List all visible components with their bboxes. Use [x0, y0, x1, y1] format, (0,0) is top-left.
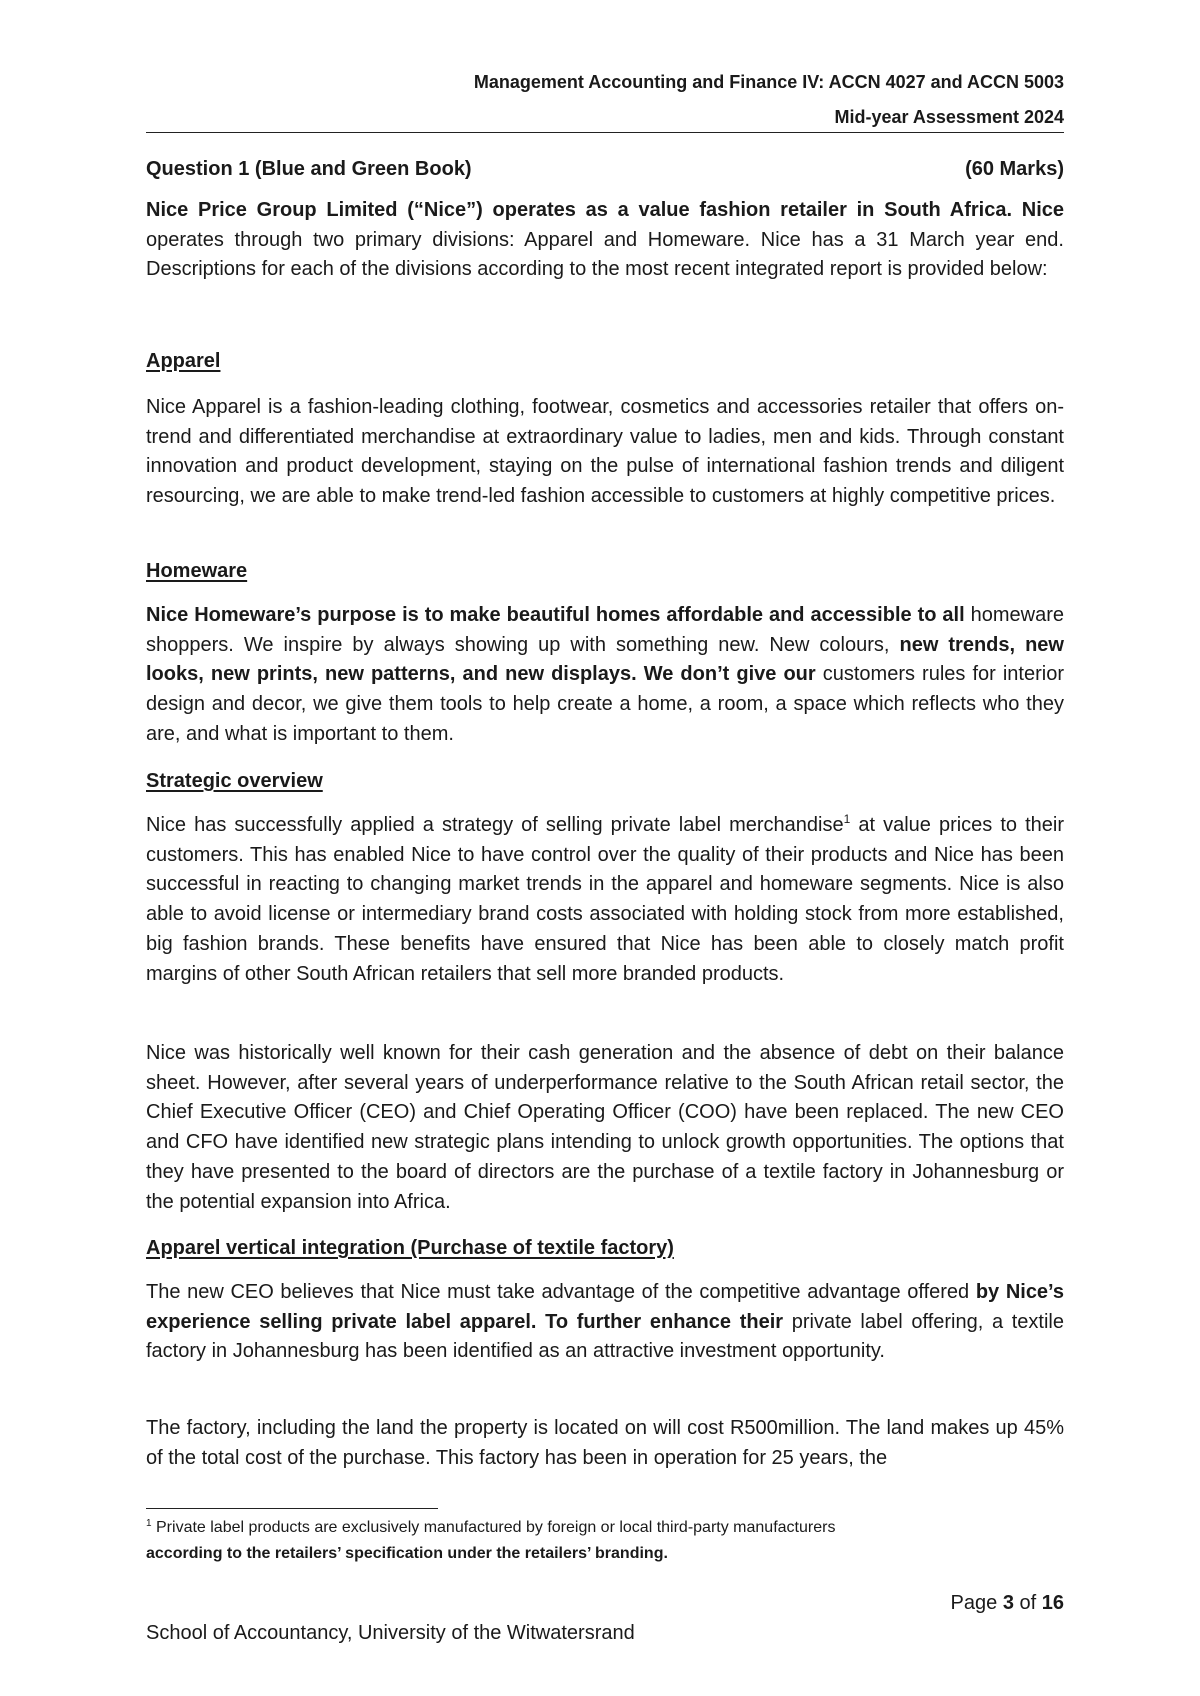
page-total: 16 — [1041, 1592, 1064, 1614]
homeware-heading: Homeware — [146, 560, 248, 582]
question-title: Question 1 (Blue and Green Book) — [146, 158, 472, 180]
page-of-label: of — [1019, 1592, 1037, 1614]
homeware-paragraph — [146, 601, 1064, 750]
homeware-text-1: homeware shoppers. We inspire by always showing up with something new. New colours, — [146, 604, 1064, 656]
footnote-number: 1 — [146, 1518, 152, 1529]
vertical-p1-bold: by Nice’s experience selling private label apparel. To further enhance their — [146, 1281, 1064, 1333]
vertical-p1-text-a: The new CEO believes that Nice must take advantage of the competitive advantage offered — [146, 1281, 970, 1303]
footnote-divider — [146, 1508, 438, 1509]
page-number — [951, 1592, 1064, 1615]
footnote-bold-text: according to the retailers’ specification under the retailers’ branding. — [146, 1545, 668, 1562]
vertical-paragraph-2: The factory, including the land the property is located on will cost R500million. The land makes up 45% of the total cost of the purchase. This factory has been in operation for 25 years, the — [146, 1417, 1064, 1469]
header-assessment-title: Mid-year Assessment 2024 — [834, 107, 1064, 127]
apparel-heading: Apparel — [146, 350, 221, 372]
page-current: 3 — [1002, 1592, 1014, 1614]
vertical-p1-text-b: private label offering, a textile factory in Johannesburg has been identified as an attractive investment opportunity. — [146, 1310, 1065, 1363]
question-heading — [146, 158, 1064, 181]
intro-paragraph — [146, 196, 1064, 285]
strategic-overview-heading: Strategic overview — [146, 770, 323, 792]
question-marks: (60 Marks) — [965, 158, 1064, 180]
page-label: Page — [950, 1592, 998, 1614]
footnote-text: Private label products are exclusively manufactured by foreign or local third-party manufacturers — [151, 1519, 836, 1536]
strategic-p1-text-b: at value prices to their customers. This has enabled Nice to have control over the quality of their products and Nice has been successful in reacting to changing market trends in the apparel and homeware segments. Nice is also able to avoid license or intermediary brand costs associated with holding stock from more established, big fashion brands. These benefits have ensured that Nice has been able to closely match profit margins of other South African retailers that sell more branded products. — [146, 814, 1064, 985]
footnote — [146, 1515, 1064, 1567]
vertical-integration-heading: Apparel vertical integration (Purchase of textile factory) — [146, 1237, 674, 1259]
footnote-reference: 1 — [843, 812, 851, 826]
apparel-paragraph: Nice Apparel is a fashion-leading clothing, footwear, cosmetics and accessories retailer that offers on-trend and differentiated merchandise at extraordinary value to ladies, men and kids. Through constant innovation and product development, staying on the pulse of international fashion trends and diligent resourcing, we are able to make trend-led fashion accessible to customers at highly competitive prices. — [146, 396, 1064, 508]
homeware-text-2: customers rules for interior design and decor, we give them tools to help create a home, a room, a space which reflects who they are, and what is important to them. — [146, 663, 1064, 745]
header-course-title: Management Accounting and Finance IV: ACCN 4027 and ACCN 5003 — [473, 72, 1064, 92]
header-divider — [146, 132, 1064, 133]
footer-institution: School of Accountancy, University of the Witwatersrand — [146, 1622, 635, 1644]
homeware-bold-2: new trends, new looks, new prints, new patterns, and new displays. We don’t give our — [146, 633, 1064, 686]
strategic-paragraph-1 — [146, 811, 1064, 989]
strategic-p1-text-a: Nice has successfully applied a strategy of selling private label merchandise — [146, 814, 844, 836]
homeware-bold-1: Nice Homeware’s purpose is to make beautiful homes affordable and accessible to all — [146, 604, 965, 626]
intro-text: operates through two primary divisions: Apparel and Homeware. Nice has a 31 March year end. Descriptions for each of the divisions according to the most recent integrated report is provided below: — [146, 228, 1064, 281]
intro-bold-text: Nice Price Group Limited (“Nice”) operates as a value fashion retailer in South Africa. Nice — [146, 199, 1064, 221]
vertical-paragraph-1 — [146, 1278, 1064, 1367]
strategic-paragraph-2: Nice was historically well known for their cash generation and the absence of debt on their balance sheet. However, after several years of underperformance relative to the South African retail sector, the Chief Executive Officer (CEO) and Chief Operating Officer (COO) have been replaced. The new CEO and CFO have identified new strategic plans intending to unlock growth opportunities. The options that they have presented to the board of directors are the purchase of a textile factory in Johannesburg or the potential expansion into Africa. — [146, 1042, 1064, 1213]
